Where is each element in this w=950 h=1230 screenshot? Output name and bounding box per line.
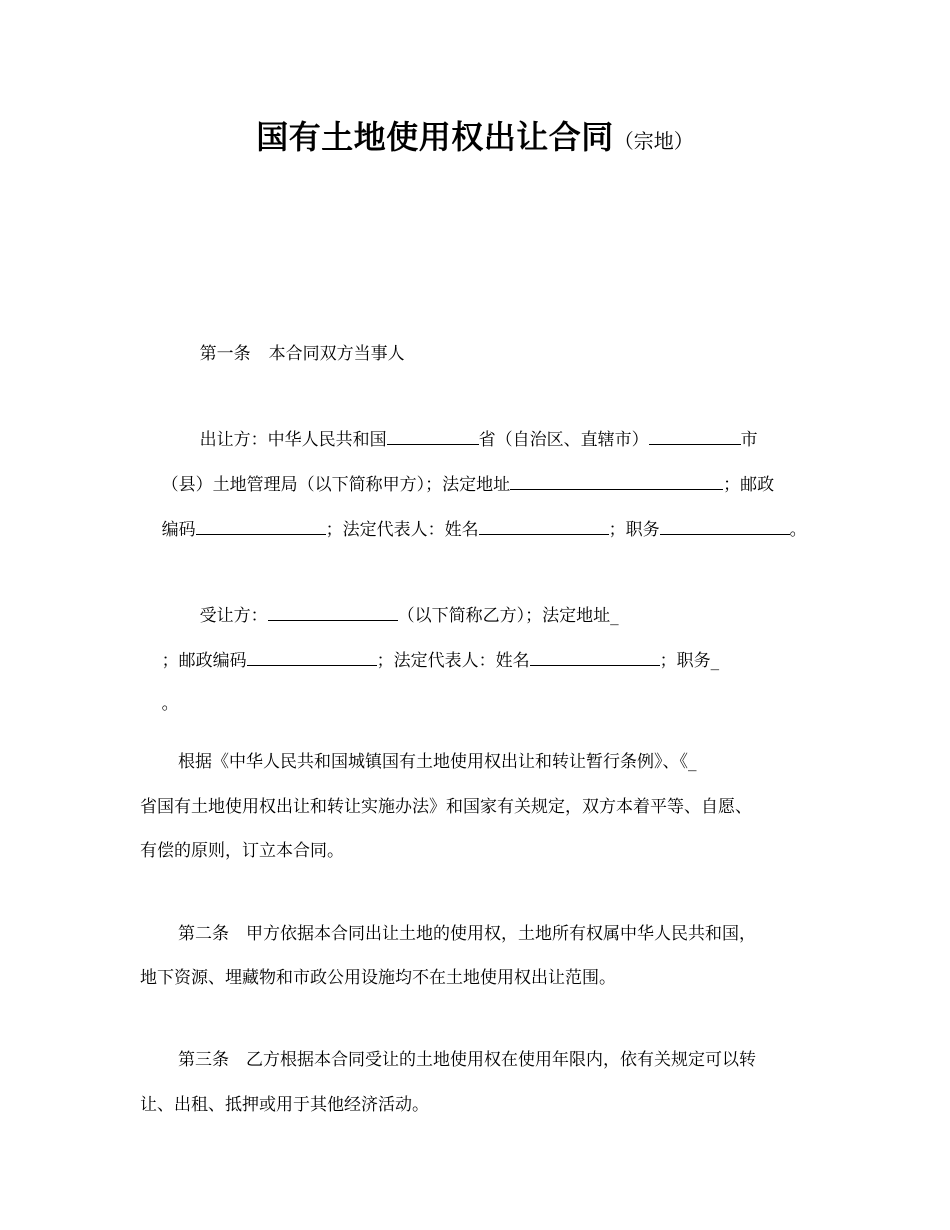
article1-number: 第一条 (199, 344, 251, 364)
article3-line-2: 让、出租、抵押或用于其他经济活动。 (140, 1095, 429, 1115)
blank-transferor-position[interactable] (660, 517, 790, 535)
blank-province[interactable] (387, 427, 479, 445)
blank-transferor-rep-name[interactable] (479, 517, 609, 535)
article3-line-1: 第三条 乙方根据本合同受让的土地使用权在使用年限内，依有关规定可以转 (178, 1050, 756, 1070)
transferee-position-label: ；职务_ (659, 651, 720, 671)
article2-line-2: 地下资源、埋藏物和市政公用设施均不在土地使用权出让范围。 (140, 968, 616, 988)
transferee-address-label: （以下简称乙方）；法定地址_ (397, 606, 619, 626)
basis-line-2: 省国有土地使用权出让和转让实施办法》和国家有关规定，双方本着平等、自愿、 (140, 797, 752, 817)
transferee-label: 受让方： (199, 606, 268, 626)
transferor-postcode-label: ；邮政 (723, 475, 775, 495)
article1-heading (178, 318, 405, 390)
transferee-line-2 (140, 624, 719, 697)
transferor-rep-label: ；法定代表人：姓名 (325, 520, 479, 540)
article1-heading-text: 本合同双方当事人 (268, 344, 405, 364)
article2-line-1: 第二条 甲方依据本合同出让土地的使用权，土地所有权属中华人民共和国， (178, 924, 756, 944)
blank-city[interactable] (649, 427, 741, 445)
blank-transferee-name[interactable] (268, 603, 398, 621)
transferee-end: 。 (161, 694, 179, 714)
blank-transferee-rep-name[interactable] (530, 648, 660, 666)
blank-transferor-address[interactable] (510, 472, 723, 490)
transferor-position-label: ；职务 (608, 520, 660, 540)
document-title (0, 112, 950, 158)
transferor-end: 。 (789, 520, 807, 540)
basis-line-1: 根据《中华人民共和国城镇国有土地使用权出让和转让暂行条例》、《_ (178, 752, 697, 772)
blank-transferee-postcode[interactable] (247, 648, 377, 666)
basis-line-3: 有偿的原则，订立本合同。 (140, 841, 344, 861)
transferee-rep-label: ；法定代表人：姓名 (376, 651, 530, 671)
title-main: 国有土地使用权出让合同 (256, 118, 614, 156)
title-subtitle: （宗地） (613, 129, 694, 153)
transferee-line-3 (140, 668, 179, 740)
blank-transferor-postcode[interactable] (196, 517, 326, 535)
transferee-postcode-label: ；邮政编码 (161, 651, 247, 671)
transferor-address-label: （县）土地管理局（以下简称甲方）；法定地址 (161, 475, 511, 495)
transferor-line-3 (140, 493, 807, 566)
transferor-province-text: 省（自治区、直辖市） (478, 430, 649, 450)
transferor-label: 出让方：中华人民共和国 (199, 430, 387, 450)
transferor-postcode-label-2: 编码 (161, 520, 196, 540)
transferor-city-text: 市 (740, 430, 758, 450)
